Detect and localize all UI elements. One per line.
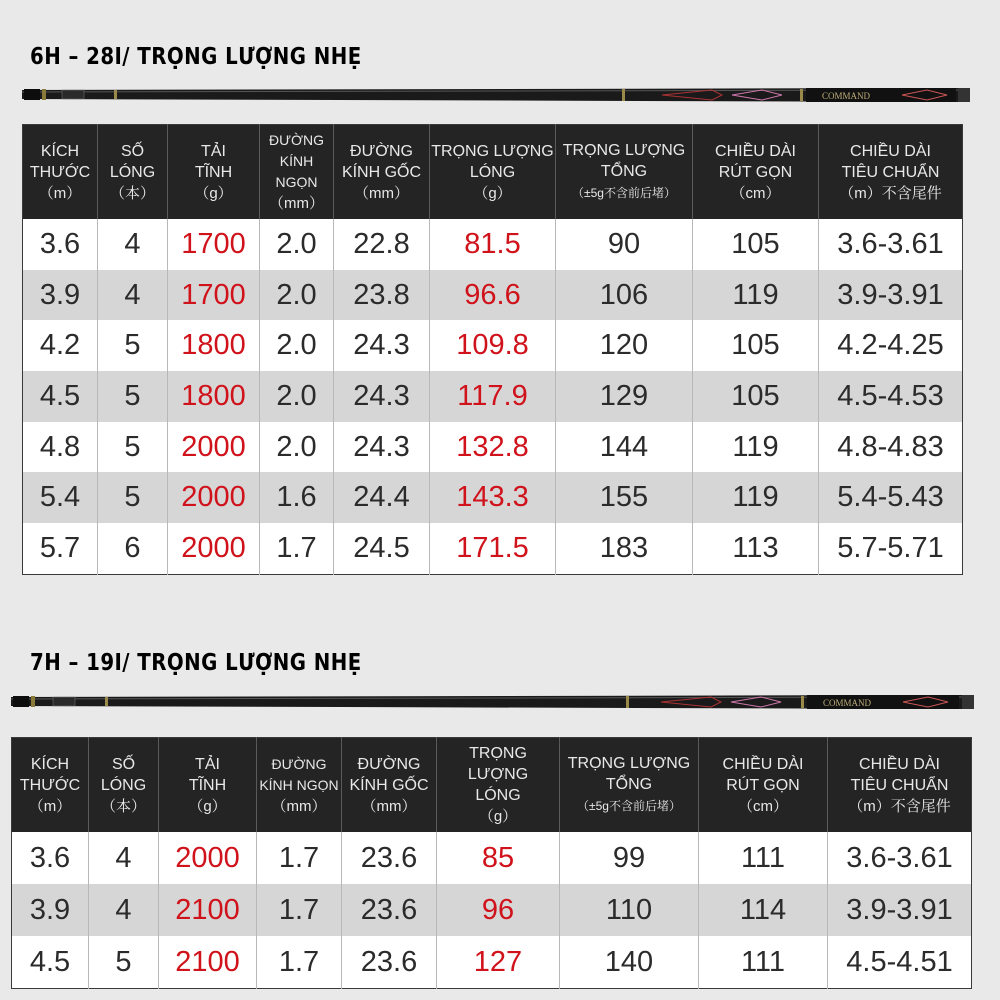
cell-base-diameter: 24.5 bbox=[334, 523, 430, 574]
cell-tip-diameter: 1.6 bbox=[260, 472, 334, 523]
header-base-diameter: ĐƯỜNG KÍNH GỐC （mm） bbox=[342, 738, 437, 833]
section-title-6h: 6H – 28I/ TRỌNG LƯỢNG NHẸ bbox=[30, 44, 362, 70]
header-size: KÍCH THƯỚC （m） bbox=[12, 738, 89, 833]
header-retracted-length: CHIỀU DÀI RÚT GỌN （cm） bbox=[693, 125, 819, 220]
cell-section-weight: 171.5 bbox=[430, 523, 556, 574]
cell-tip-diameter: 1.7 bbox=[257, 884, 342, 936]
cell-size: 3.9 bbox=[23, 270, 98, 321]
cell-retracted-length: 105 bbox=[693, 320, 819, 371]
cell-total-weight: 106 bbox=[556, 270, 693, 321]
cell-tip-diameter: 1.7 bbox=[257, 936, 342, 989]
cell-size: 4.5 bbox=[12, 936, 89, 989]
cell-sections: 4 bbox=[98, 270, 168, 321]
cell-section-weight: 127 bbox=[437, 936, 560, 989]
cell-retracted-length: 113 bbox=[693, 523, 819, 574]
cell-retracted-length: 111 bbox=[699, 936, 828, 989]
cell-retracted-length: 111 bbox=[699, 832, 828, 884]
cell-standard-length: 3.9-3.91 bbox=[819, 270, 963, 321]
cell-section-weight: 96.6 bbox=[430, 270, 556, 321]
table-row bbox=[12, 936, 972, 989]
header-standard-length: CHIỀU DÀI TIÊU CHUẨN （m）不含尾件 bbox=[819, 125, 963, 220]
cell-retracted-length: 119 bbox=[693, 270, 819, 321]
cell-size: 4.8 bbox=[23, 422, 98, 473]
cell-total-weight: 120 bbox=[556, 320, 693, 371]
cell-tip-diameter: 2.0 bbox=[260, 320, 334, 371]
cell-size: 3.6 bbox=[12, 832, 89, 884]
section-title-7h: 7H – 19I/ TRỌNG LƯỢNG NHẸ bbox=[30, 650, 362, 676]
cell-base-diameter: 22.8 bbox=[334, 219, 430, 270]
header-standard-length: CHIỀU DÀI TIÊU CHUẨN （m）不含尾件 bbox=[828, 738, 972, 833]
table-header-row bbox=[12, 738, 972, 833]
table-row bbox=[23, 422, 963, 473]
header-tip-diameter: ĐƯỜNG KÍNH NGỌN （mm） bbox=[257, 738, 342, 833]
spec-table-7h bbox=[11, 737, 972, 989]
cell-static-load: 1700 bbox=[168, 219, 260, 270]
cell-sections: 5 bbox=[98, 320, 168, 371]
cell-tip-diameter: 2.0 bbox=[260, 371, 334, 422]
cell-total-weight: 90 bbox=[556, 219, 693, 270]
header-size: KÍCH THƯỚC （m） bbox=[23, 125, 98, 220]
cell-section-weight: 81.5 bbox=[430, 219, 556, 270]
cell-sections: 4 bbox=[89, 832, 159, 884]
cell-standard-length: 4.5-4.53 bbox=[819, 371, 963, 422]
cell-total-weight: 110 bbox=[560, 884, 699, 936]
cell-section-weight: 132.8 bbox=[430, 422, 556, 473]
table-row bbox=[23, 320, 963, 371]
header-total-weight: TRỌNG LƯỢNG TỔNG （±5g不含前后堵） bbox=[560, 738, 699, 833]
header-static-load: TẢI TĨNH （g） bbox=[159, 738, 257, 833]
cell-size: 3.6 bbox=[23, 219, 98, 270]
cell-sections: 5 bbox=[98, 472, 168, 523]
table-row bbox=[23, 270, 963, 321]
cell-standard-length: 4.2-4.25 bbox=[819, 320, 963, 371]
cell-static-load: 1700 bbox=[168, 270, 260, 321]
cell-standard-length: 3.6-3.61 bbox=[819, 219, 963, 270]
header-retracted-length: CHIỀU DÀI RÚT GỌN （cm） bbox=[699, 738, 828, 833]
cell-standard-length: 3.6-3.61 bbox=[828, 832, 972, 884]
fishing-rod-image-2 bbox=[11, 691, 976, 713]
header-sections: SỐ LÓNG （本） bbox=[98, 125, 168, 220]
cell-standard-length: 4.5-4.51 bbox=[828, 936, 972, 989]
cell-retracted-length: 105 bbox=[693, 371, 819, 422]
cell-standard-length: 5.4-5.43 bbox=[819, 472, 963, 523]
header-tip-diameter: ĐƯỜNG KÍNH NGỌN （mm） bbox=[260, 125, 334, 220]
cell-section-weight: 85 bbox=[437, 832, 560, 884]
table-row bbox=[23, 371, 963, 422]
cell-sections: 5 bbox=[98, 422, 168, 473]
cell-standard-length: 4.8-4.83 bbox=[819, 422, 963, 473]
cell-retracted-length: 119 bbox=[693, 472, 819, 523]
cell-size: 5.4 bbox=[23, 472, 98, 523]
cell-base-diameter: 24.3 bbox=[334, 320, 430, 371]
table-row bbox=[23, 472, 963, 523]
cell-static-load: 2000 bbox=[159, 832, 257, 884]
cell-base-diameter: 23.6 bbox=[342, 884, 437, 936]
cell-base-diameter: 23.6 bbox=[342, 832, 437, 884]
cell-static-load: 2000 bbox=[168, 422, 260, 473]
cell-total-weight: 140 bbox=[560, 936, 699, 989]
cell-total-weight: 183 bbox=[556, 523, 693, 574]
cell-standard-length: 5.7-5.71 bbox=[819, 523, 963, 574]
cell-standard-length: 3.9-3.91 bbox=[828, 884, 972, 936]
fishing-rod-image-1 bbox=[22, 84, 972, 106]
rod-brand-text: COMMAND bbox=[823, 698, 872, 708]
spec-table-6h bbox=[22, 124, 963, 575]
table-row bbox=[12, 884, 972, 936]
cell-section-weight: 117.9 bbox=[430, 371, 556, 422]
cell-static-load: 1800 bbox=[168, 320, 260, 371]
cell-size: 4.5 bbox=[23, 371, 98, 422]
cell-sections: 4 bbox=[98, 219, 168, 270]
header-base-diameter: ĐƯỜNG KÍNH GỐC （mm） bbox=[334, 125, 430, 220]
cell-size: 3.9 bbox=[12, 884, 89, 936]
header-section-weight: TRỌNG LƯỢNG LÓNG （g） bbox=[430, 125, 556, 220]
cell-size: 5.7 bbox=[23, 523, 98, 574]
cell-total-weight: 99 bbox=[560, 832, 699, 884]
cell-total-weight: 129 bbox=[556, 371, 693, 422]
cell-static-load: 2100 bbox=[159, 936, 257, 989]
cell-base-diameter: 24.3 bbox=[334, 422, 430, 473]
header-total-weight: TRỌNG LƯỢNG TỔNG （±5g不含前后堵） bbox=[556, 125, 693, 220]
cell-sections: 5 bbox=[98, 371, 168, 422]
cell-tip-diameter: 1.7 bbox=[257, 832, 342, 884]
cell-base-diameter: 24.4 bbox=[334, 472, 430, 523]
cell-section-weight: 143.3 bbox=[430, 472, 556, 523]
table-row bbox=[23, 523, 963, 574]
header-sections: SỐ LÓNG （本） bbox=[89, 738, 159, 833]
table-header-row bbox=[23, 125, 963, 220]
cell-size: 4.2 bbox=[23, 320, 98, 371]
cell-retracted-length: 119 bbox=[693, 422, 819, 473]
cell-section-weight: 96 bbox=[437, 884, 560, 936]
header-section-weight: TRỌNG LƯỢNG LÓNG （g） bbox=[437, 738, 560, 833]
cell-total-weight: 155 bbox=[556, 472, 693, 523]
cell-static-load: 2000 bbox=[168, 523, 260, 574]
rod-brand-text: COMMAND bbox=[822, 91, 871, 101]
cell-base-diameter: 23.6 bbox=[342, 936, 437, 989]
cell-retracted-length: 114 bbox=[699, 884, 828, 936]
table-row bbox=[23, 219, 963, 270]
cell-sections: 6 bbox=[98, 523, 168, 574]
cell-retracted-length: 105 bbox=[693, 219, 819, 270]
table-row bbox=[12, 832, 972, 884]
cell-static-load: 2100 bbox=[159, 884, 257, 936]
cell-total-weight: 144 bbox=[556, 422, 693, 473]
cell-sections: 5 bbox=[89, 936, 159, 989]
cell-tip-diameter: 2.0 bbox=[260, 270, 334, 321]
cell-tip-diameter: 2.0 bbox=[260, 422, 334, 473]
cell-section-weight: 109.8 bbox=[430, 320, 556, 371]
cell-static-load: 2000 bbox=[168, 472, 260, 523]
cell-tip-diameter: 1.7 bbox=[260, 523, 334, 574]
cell-base-diameter: 24.3 bbox=[334, 371, 430, 422]
cell-tip-diameter: 2.0 bbox=[260, 219, 334, 270]
cell-base-diameter: 23.8 bbox=[334, 270, 430, 321]
header-static-load: TẢI TĨNH （g） bbox=[168, 125, 260, 220]
cell-sections: 4 bbox=[89, 884, 159, 936]
cell-static-load: 1800 bbox=[168, 371, 260, 422]
